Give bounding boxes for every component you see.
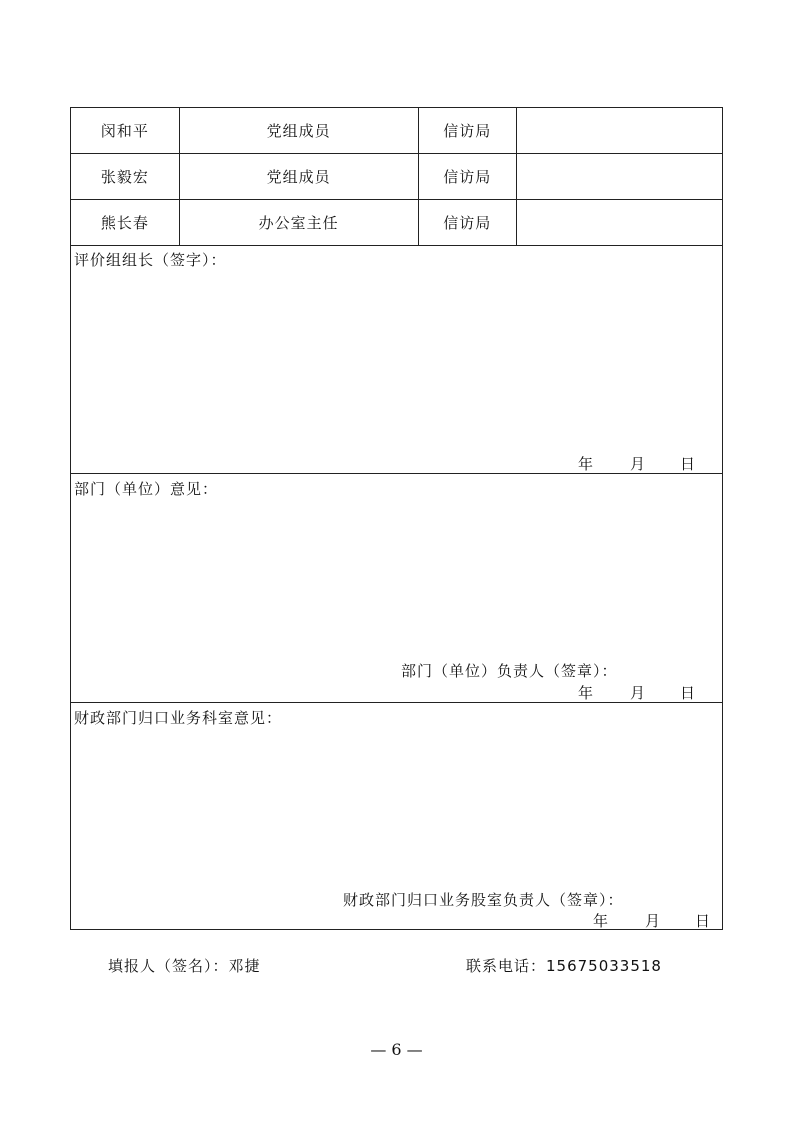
date-month: 月: [630, 455, 646, 473]
table-row: [71, 200, 722, 246]
member-dept: 信访局: [418, 200, 516, 246]
member-dept: 信访局: [418, 154, 516, 200]
date-day: 日: [695, 912, 711, 930]
table-row: [71, 154, 722, 200]
date-year: 年: [593, 912, 609, 930]
date-year: 年: [578, 684, 594, 702]
evaluation-form: [70, 107, 723, 930]
date-month: 月: [630, 684, 646, 702]
leader-signature-section: [71, 245, 722, 474]
member-name: 闵和平: [71, 108, 179, 154]
member-role: 党组成员: [179, 154, 418, 200]
member-dept: 信访局: [418, 108, 516, 154]
member-note: [516, 200, 722, 246]
member-role: 办公室主任: [179, 200, 418, 246]
dept-opinion-section: [71, 474, 722, 703]
table-row: [71, 108, 722, 154]
member-role: 党组成员: [179, 108, 418, 154]
date-line: [593, 910, 710, 931]
contact-phone: 联系电话：15675033518: [466, 957, 662, 975]
finance-opinion-section: [71, 703, 722, 929]
section-title: 财政部门归口业务科室意见：: [74, 709, 283, 727]
member-table: [71, 108, 722, 246]
section-title: 评价组组长（签字）：: [74, 251, 227, 269]
date-day: 日: [680, 455, 696, 473]
finance-signer-label: 财政部门归口业务股室负责人（签章）：: [343, 891, 624, 909]
dept-signer-label: 部门（单位）负责人（签章）：: [401, 662, 618, 680]
member-note: [516, 108, 722, 154]
page-number: — 6 —: [370, 1040, 423, 1059]
date-year: 年: [578, 455, 594, 473]
filler-signature: 填报人（签名）：邓捷: [108, 957, 261, 975]
member-name: 熊长春: [71, 200, 179, 246]
member-name: 张毅宏: [71, 154, 179, 200]
date-line: [578, 682, 695, 703]
date-day: 日: [680, 684, 696, 702]
member-note: [516, 154, 722, 200]
section-title: 部门（单位）意见：: [74, 480, 219, 498]
date-month: 月: [645, 912, 661, 930]
date-line: [578, 453, 695, 474]
